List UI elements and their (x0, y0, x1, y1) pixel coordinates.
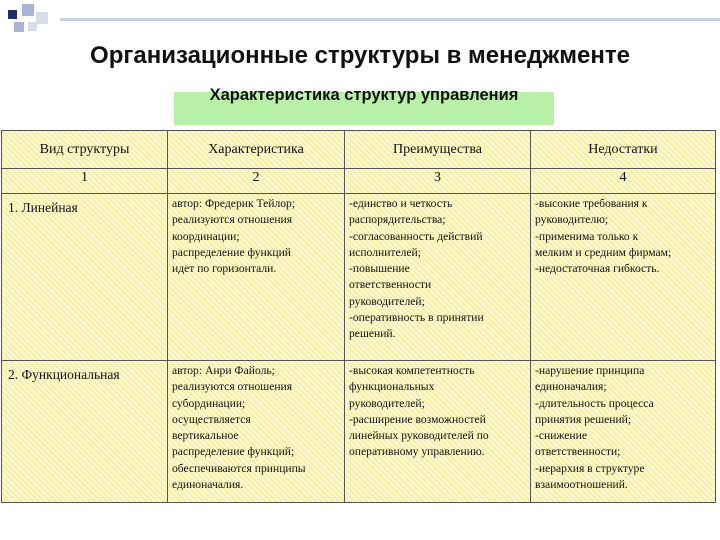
square-icon (14, 22, 24, 32)
decorative-top-line (60, 18, 720, 21)
slide-title: Организационные структуры в менеджменте (90, 42, 630, 69)
slide-subtitle: Характеристика структур управления (209, 86, 519, 104)
table-row (2, 361, 716, 503)
header-advantages: Преимущества (345, 131, 531, 169)
structure-name: 1. Линейная (2, 194, 168, 361)
disadvantages-cell: -нарушение принципа единоначалия; -длительность процесса принятия решений; -снижение ответственности; -иерархия в структуре взаимоотношений. (531, 361, 716, 503)
advantages-cell: -единство и четкость распорядительства; -согласованность действий исполнителей; -повышение ответственности руководителей; -оперативность в принятии решений. (345, 194, 531, 361)
column-number: 3 (345, 169, 531, 194)
characteristic-cell: автор: Анри Файоль; реализуются отношения субординации; осуществляется вертикальное распределение функций; обеспечиваются принципы единоначалия. (168, 361, 345, 503)
table-header-row (2, 131, 716, 169)
column-number: 2 (168, 169, 345, 194)
structure-name: 2. Функциональная (2, 361, 168, 503)
table-number-row (2, 169, 716, 194)
square-icon (22, 4, 34, 16)
column-number: 1 (2, 169, 168, 194)
square-icon (8, 10, 17, 19)
advantages-cell: -высокая компетентность функциональных руководителей; -расширение возможностей линейных руководителей по оперативному управлению. (345, 361, 531, 503)
header-type: Вид структуры (2, 131, 168, 169)
table-row (2, 194, 716, 361)
square-icon (36, 12, 48, 24)
structures-table (1, 130, 716, 503)
disadvantages-cell: -высокие требования к руководителю; -применима только к мелким и средним фирмам; -недостаточная гибкость. (531, 194, 716, 361)
header-disadvantages: Недостатки (531, 131, 716, 169)
column-number: 4 (531, 169, 716, 194)
characteristic-cell: автор: Фредерик Тейлор; реализуются отношения координации; распределение функций идет по горизонтали. (168, 194, 345, 361)
header-characteristic: Характеристика (168, 131, 345, 169)
square-icon (28, 22, 37, 31)
